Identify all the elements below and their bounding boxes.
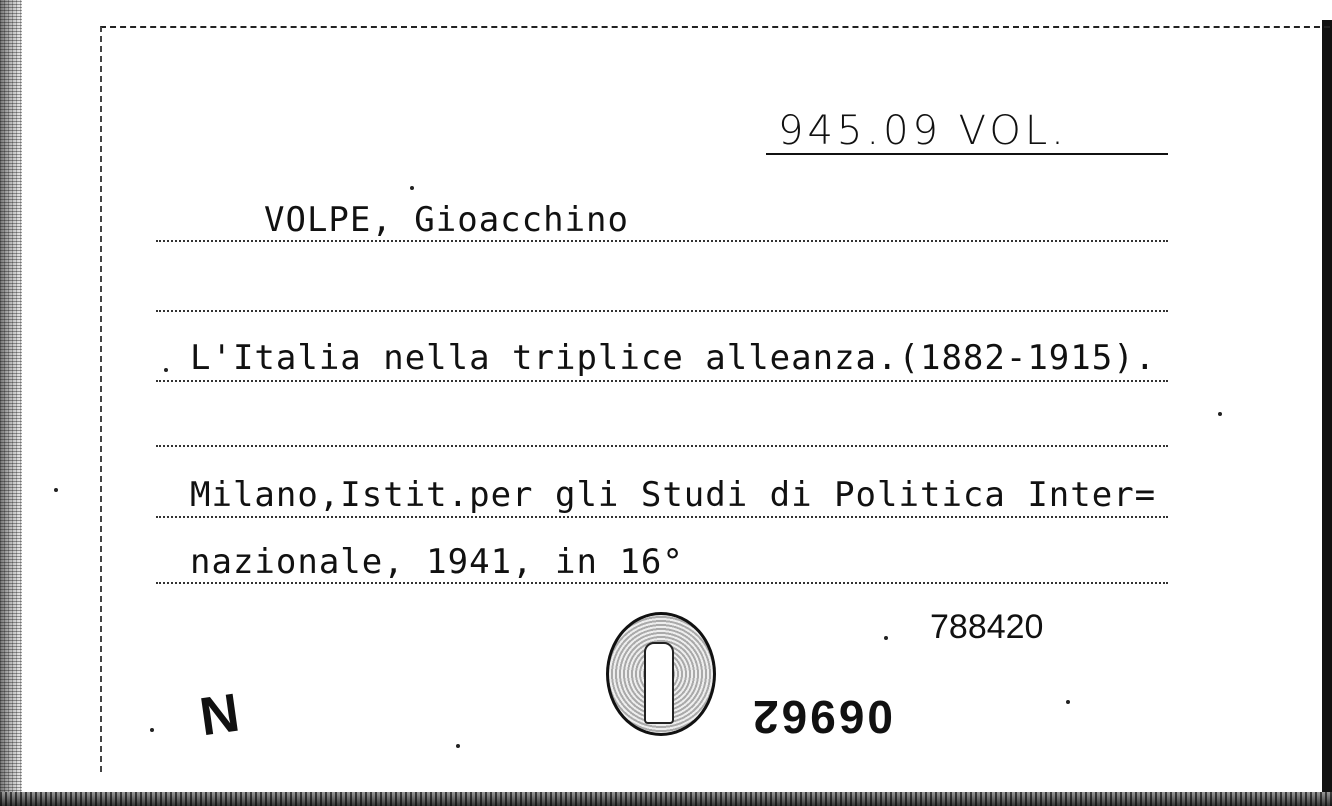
ruled-line-4 xyxy=(156,445,1168,447)
ruled-line-2 xyxy=(156,310,1168,312)
title-line: L'Italia nella triplice alleanza.(1882-1915). xyxy=(190,338,1157,378)
stamp-letter: N xyxy=(196,682,243,748)
scan-speck xyxy=(1066,700,1070,704)
imprint-line-1: Milano,Istit.per gli Studi di Politica Inter= xyxy=(190,475,1157,515)
card-frame xyxy=(100,26,1330,772)
scan-speck xyxy=(164,368,168,372)
punch-hole-slot xyxy=(644,642,674,724)
scan-speck xyxy=(884,636,888,640)
ruled-line-3 xyxy=(156,380,1168,382)
imprint-line-2: nazionale, 1941, in 16° xyxy=(190,542,684,582)
scan-edge-left xyxy=(0,0,22,806)
stamped-number: 06962 xyxy=(750,691,893,743)
scan-edge-bottom xyxy=(0,792,1332,806)
ruled-line-6 xyxy=(156,582,1168,584)
ruled-line-5 xyxy=(156,516,1168,518)
ruled-line-1 xyxy=(156,240,1168,242)
scan-speck xyxy=(150,728,154,732)
scan-speck xyxy=(410,186,414,190)
scan-speck xyxy=(456,744,460,748)
accession-number: 788420 xyxy=(930,608,1044,646)
call-number: 945.09 VOL. xyxy=(778,108,1068,154)
scan-speck xyxy=(54,488,58,492)
author-heading: VOLPE, Gioacchino xyxy=(264,200,629,240)
call-number-underline xyxy=(766,153,1168,155)
scan-speck xyxy=(1218,412,1222,416)
